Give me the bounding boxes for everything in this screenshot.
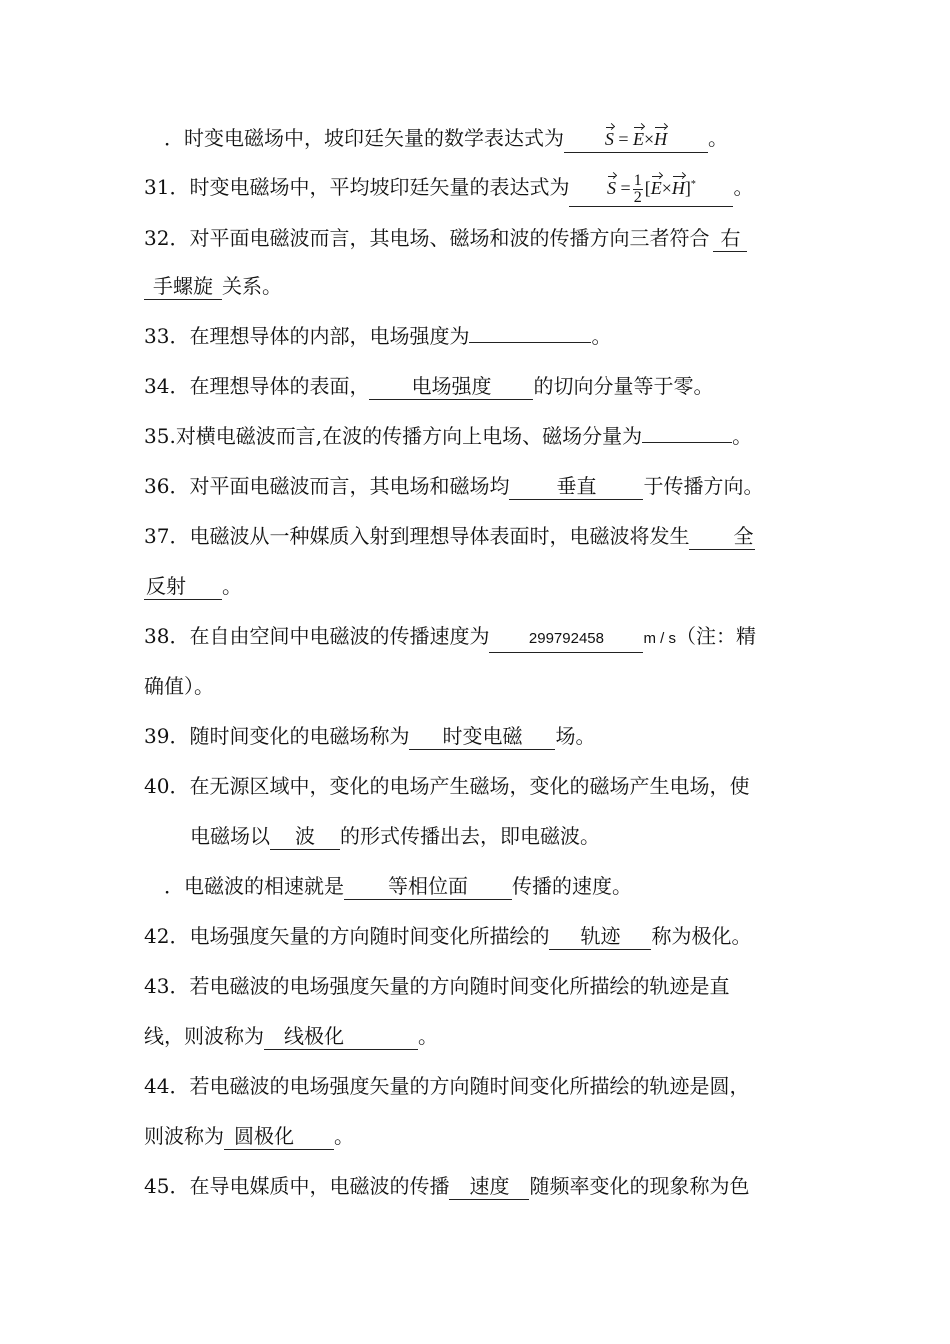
math-E: E — [633, 126, 644, 152]
question-43 — [144, 972, 814, 1000]
answer-blank — [569, 172, 733, 207]
answer-blank: 右 — [713, 225, 747, 252]
question-37-cont — [144, 572, 814, 600]
question-text: 的切向分量等于零。 — [533, 374, 714, 398]
question-end: 。 — [733, 175, 754, 199]
math-eq: = — [618, 129, 629, 149]
question-number: 37． — [144, 524, 190, 548]
question-number: 34． — [144, 374, 190, 398]
answer-blank: 垂直 — [509, 473, 643, 500]
question-number: 33． — [144, 324, 190, 348]
question-number: 36． — [144, 474, 190, 498]
question-45 — [144, 1172, 814, 1200]
answer-blank: 电场强度 — [369, 373, 533, 400]
question-text: 在理想导体的表面， — [189, 374, 370, 398]
math-E: E — [651, 175, 662, 201]
question-end: 场。 — [555, 724, 596, 748]
question-text: 于传播方向。 — [643, 474, 764, 498]
question-41 — [164, 872, 834, 900]
question-35 — [144, 422, 814, 450]
question-44-cont — [144, 1122, 814, 1150]
question-34 — [144, 372, 814, 400]
question-text: 称为极化。 — [651, 924, 752, 948]
question-end: 。 — [591, 324, 612, 348]
question-31 — [144, 172, 814, 207]
question-text: 时变电磁场中，平均坡印廷矢量的表达式为 — [189, 175, 570, 199]
question-number: ． — [164, 126, 184, 150]
question-end: 。 — [708, 126, 728, 150]
question-number: 44． — [144, 1074, 190, 1098]
question-text: 随时间变化的电磁场称为 — [189, 724, 410, 748]
question-38-cont — [144, 672, 814, 700]
question-text: 传播的速度。 — [512, 874, 632, 898]
question-number: 39． — [144, 724, 190, 748]
question-text: 对横电磁波而言,在波的传播方向上电场、磁场分量为 — [175, 424, 643, 448]
question-text: （注：精 — [675, 624, 756, 648]
question-39 — [144, 722, 814, 750]
answer-blank: 线极化 — [264, 1023, 418, 1050]
question-text: 对平面电磁波而言，其电场、磁场和波的传播方向三者符合 — [189, 226, 710, 250]
answer-blank: 手螺旋 — [144, 273, 222, 300]
question-33 — [144, 322, 814, 350]
question-number: 38． — [144, 624, 190, 648]
answer-blank: 波 — [270, 823, 340, 850]
question-text: 随频率变化的现象称为色 — [529, 1174, 750, 1198]
math-H: H — [672, 175, 685, 201]
question-37 — [144, 522, 814, 550]
question-text: 对平面电磁波而言，其电场和磁场均 — [189, 474, 510, 498]
question-text: 电场强度矢量的方向随时间变化所描绘的 — [189, 924, 550, 948]
unit-label: m / s — [643, 630, 676, 647]
question-end: 。 — [334, 1124, 354, 1148]
question-end: 。 — [418, 1024, 438, 1048]
question-32-cont — [144, 272, 814, 300]
question-text: 电磁场以 — [190, 824, 270, 848]
math-eq: = — [620, 178, 631, 198]
question-text: 在导电媒质中，电磁波的传播 — [189, 1174, 450, 1198]
question-number: 40． — [144, 774, 190, 798]
answer-blank — [642, 442, 732, 443]
question-number: 35. — [144, 424, 176, 448]
question-text: 电磁波的相速就是 — [184, 874, 344, 898]
question-40-cont — [190, 822, 860, 850]
question-number: 43． — [144, 974, 190, 998]
question-text: 线，则波称为 — [144, 1024, 264, 1048]
question-number: ． — [164, 874, 184, 898]
answer-blank — [564, 125, 708, 153]
answer-blank: 反射 — [144, 573, 222, 600]
question-36 — [144, 472, 814, 500]
question-44 — [144, 1072, 814, 1100]
question-text: 确值）。 — [144, 674, 214, 698]
answer-blank: 全 — [689, 523, 755, 550]
question-text: 的形式传播出去，即电磁波。 — [340, 824, 600, 848]
question-text: 在理想导体的内部，电场强度为 — [189, 324, 470, 348]
question-end: 。 — [222, 574, 242, 598]
question-end: 。 — [732, 424, 753, 448]
question-text: 在自由空间中电磁波的传播速度为 — [189, 624, 490, 648]
question-number: 32． — [144, 226, 190, 250]
math-bracket: ] — [684, 178, 691, 198]
question-text: 则波称为 — [144, 1124, 224, 1148]
math-cross: × — [661, 178, 672, 198]
math-cross: × — [644, 129, 655, 149]
question-text: 时变电磁场中，坡印廷矢量的数学表达式为 — [184, 126, 564, 150]
answer-blank: 299792458 — [489, 626, 643, 653]
answer-blank — [469, 342, 591, 343]
question-number: 42． — [144, 924, 190, 948]
math-H: H — [654, 126, 667, 152]
question-text: 若电磁波的电场强度矢量的方向随时间变化所描绘的轨迹是圆， — [189, 1074, 750, 1098]
question-32 — [144, 224, 814, 252]
math-conjugate: * — [690, 179, 696, 190]
math-S: S — [605, 126, 614, 152]
answer-blank: 轨迹 — [549, 923, 651, 950]
question-40 — [144, 772, 814, 800]
answer-blank: 时变电磁 — [409, 723, 555, 750]
question-38 — [144, 622, 814, 653]
question-text: 电磁波从一种媒质入射到理想导体表面时，电磁波将发生 — [189, 524, 690, 548]
math-fraction: $\frac{1}{2}$ — [633, 172, 642, 207]
math-bracket: [ — [644, 178, 651, 198]
question-number: 31． — [144, 175, 190, 199]
answer-blank: 速度 — [449, 1173, 529, 1200]
question-number: 45． — [144, 1174, 190, 1198]
question-text: 若电磁波的电场强度矢量的方向随时间变化所描绘的轨迹是直 — [189, 974, 730, 998]
answer-blank: 等相位面 — [344, 873, 512, 900]
question-30 — [164, 124, 834, 153]
question-42 — [144, 922, 814, 950]
math-S: S — [607, 175, 616, 201]
question-43-cont — [144, 1022, 814, 1050]
answer-blank: 圆极化 — [224, 1123, 334, 1150]
question-text: 关系。 — [222, 274, 282, 298]
question-text: 在无源区域中，变化的电场产生磁场，变化的磁场产生电场，使 — [189, 774, 750, 798]
